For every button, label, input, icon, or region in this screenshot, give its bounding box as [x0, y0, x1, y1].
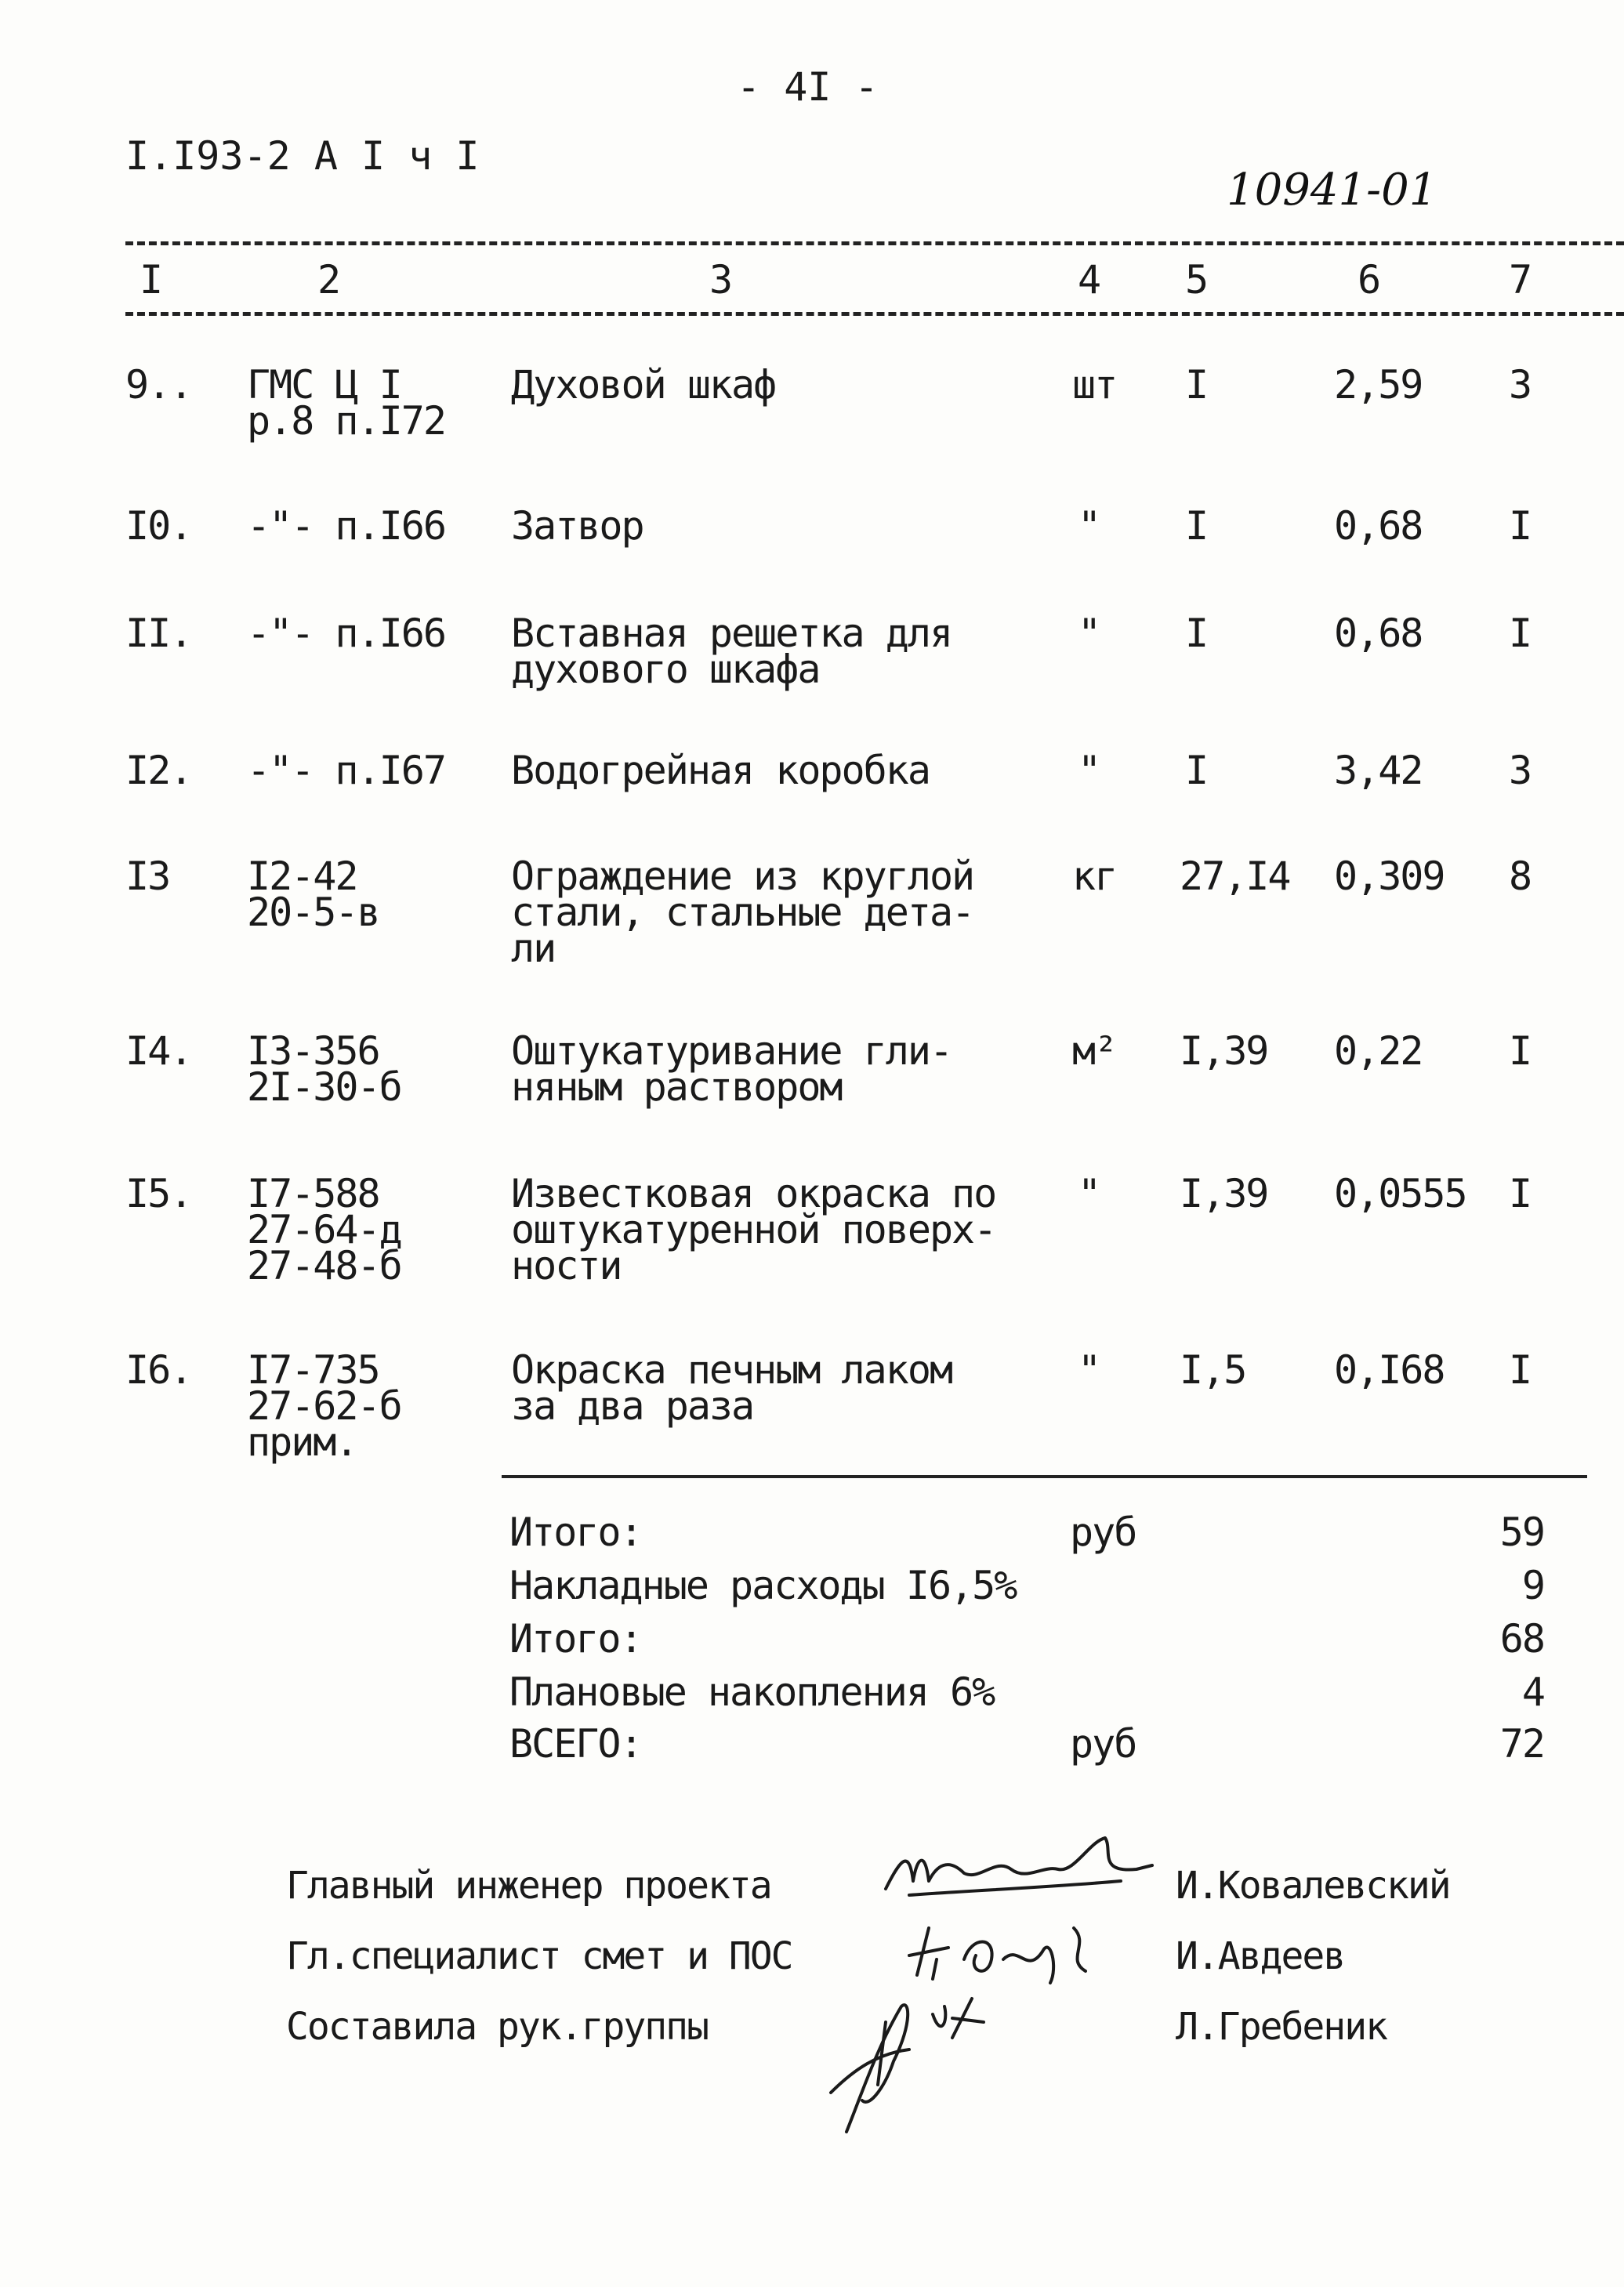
- column-header-4: 4: [1078, 257, 1102, 303]
- header-top-rule: [125, 241, 1624, 245]
- row-total: I: [1509, 611, 1532, 656]
- row-description: Духовой шкаф: [511, 362, 776, 408]
- row-unit: ": [1078, 1171, 1100, 1216]
- row-unit: кг: [1072, 854, 1117, 899]
- row-unit: ": [1078, 748, 1100, 793]
- row-total: I: [1509, 1028, 1532, 1074]
- column-header-7: 7: [1509, 257, 1533, 303]
- row-description: Водогрейная коробка: [511, 748, 930, 793]
- row-total: I: [1509, 1171, 1532, 1216]
- totals-value: 72: [1499, 1721, 1544, 1767]
- signature-name: И.Авдеев: [1176, 1934, 1345, 1978]
- row-unit: ": [1078, 503, 1100, 549]
- row-unit: м²: [1072, 1028, 1117, 1074]
- signature-mark-group-lead: [815, 1975, 1050, 2147]
- row-reference: I7-588 27-64-д 27-48-б: [247, 1171, 401, 1288]
- row-price: 0,I68: [1334, 1347, 1445, 1393]
- row-reference: I3-356 2I-30-б: [247, 1028, 401, 1110]
- row-description: Затвор: [511, 503, 643, 549]
- row-unit: ": [1078, 1347, 1100, 1393]
- row-unit: шт: [1072, 362, 1117, 408]
- row-number: I6.: [125, 1347, 192, 1393]
- totals-unit: руб: [1070, 1510, 1136, 1555]
- totals-value: 59: [1499, 1510, 1544, 1555]
- totals-label: Плановые накопления 6%: [509, 1669, 995, 1715]
- row-total: 3: [1509, 748, 1532, 793]
- row-reference: -"- п.I66: [247, 503, 445, 549]
- row-reference: -"- п.I66: [247, 611, 445, 656]
- totals-value: 68: [1499, 1616, 1544, 1662]
- row-reference: -"- п.I67: [247, 748, 445, 793]
- column-header-5: 5: [1185, 257, 1209, 303]
- handwritten-number: 10941-01: [1227, 165, 1437, 216]
- row-quantity: I: [1185, 748, 1208, 793]
- row-unit: ": [1078, 611, 1100, 656]
- signature-name: Л.Гребеник: [1176, 2005, 1387, 2049]
- row-number: 9..: [125, 362, 192, 408]
- column-header-6: 6: [1358, 257, 1382, 303]
- row-reference: ГМС Ц I р.8 п.I72: [247, 362, 445, 444]
- row-quantity: I,39: [1180, 1171, 1268, 1216]
- signature-role: Гл.специалист смет и ПОС: [286, 1934, 792, 1978]
- row-number: II.: [125, 611, 192, 656]
- totals-label: Итого:: [509, 1510, 642, 1555]
- row-total: 3: [1509, 362, 1532, 408]
- totals-label: ВСЕГО:: [509, 1721, 642, 1767]
- document-code: I.I93-2 A I ч I: [125, 133, 480, 179]
- totals-label: Накладные расходы I6,5%: [509, 1563, 1017, 1608]
- row-number: I5.: [125, 1171, 192, 1216]
- totals-rule: [502, 1475, 1587, 1478]
- row-quantity: I: [1185, 362, 1208, 408]
- row-reference: I7-735 27-62-б прим.: [247, 1347, 401, 1465]
- row-total: I: [1509, 503, 1532, 549]
- row-description: Оштукатуривание гли- няным раствором: [511, 1028, 952, 1110]
- column-header-3: 3: [709, 257, 734, 303]
- totals-value: 4: [1521, 1669, 1544, 1715]
- row-description: Ограждение из круглой стали, стальные дета- ли: [511, 854, 974, 971]
- totals-label: Итого:: [509, 1616, 642, 1662]
- row-number: I4.: [125, 1028, 192, 1074]
- row-price: 0,0555: [1334, 1171, 1466, 1216]
- row-quantity: I,5: [1180, 1347, 1246, 1393]
- row-description: Вставная решетка для духового шкафа: [511, 611, 952, 692]
- row-quantity: I,39: [1180, 1028, 1268, 1074]
- row-quantity: 27,I4: [1180, 854, 1290, 899]
- row-number: I3: [125, 854, 170, 899]
- row-number: I2.: [125, 748, 192, 793]
- column-header-2: 2: [317, 257, 342, 303]
- row-price: 0,68: [1334, 611, 1423, 656]
- row-reference: I2-42 20-5-в: [247, 854, 379, 935]
- row-price: 3,42: [1334, 748, 1423, 793]
- signature-name: И.Ковалевский: [1176, 1864, 1450, 1908]
- column-header-1: I: [140, 257, 164, 303]
- totals-value: 9: [1521, 1563, 1544, 1608]
- header-bottom-rule: [125, 312, 1624, 316]
- page-number: - 4I -: [737, 64, 879, 110]
- totals-unit: руб: [1070, 1721, 1136, 1767]
- row-price: 2,59: [1334, 362, 1423, 408]
- row-description: Окраска печным лаком за два раза: [511, 1347, 952, 1429]
- signature-role: Составила рук.группы: [286, 2005, 708, 2049]
- row-price: 0,22: [1334, 1028, 1423, 1074]
- row-price: 0,68: [1334, 503, 1423, 549]
- row-total: I: [1509, 1347, 1532, 1393]
- row-quantity: I: [1185, 611, 1208, 656]
- signature-role: Главный инженер проекта: [286, 1864, 771, 1908]
- row-price: 0,309: [1334, 854, 1445, 899]
- row-description: Известковая окраска по оштукатуренной поверх- ности: [511, 1171, 996, 1288]
- row-number: I0.: [125, 503, 192, 549]
- signature-mark-chief-engineer: [878, 1826, 1160, 1905]
- row-total: 8: [1509, 854, 1532, 899]
- row-quantity: I: [1185, 503, 1208, 549]
